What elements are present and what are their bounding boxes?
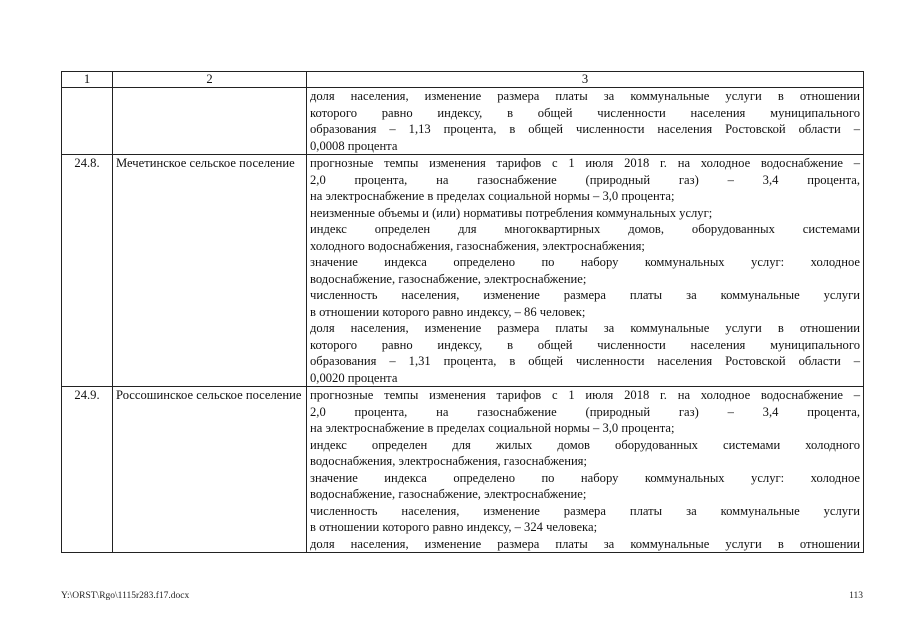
text-line: образования – 1,13 процента, в общей численности населения Ростовской области – bbox=[310, 122, 860, 136]
text-line: водоснабжение, газоснабжение, электроснабжение; bbox=[310, 487, 587, 501]
text-line: в отношении которого равно индексу, – 324 человека; bbox=[310, 520, 598, 534]
text-line: холодного водоснабжения, газоснабжения, электроснабжения; bbox=[310, 238, 645, 253]
text-line: на электроснабжение в пределах социальной нормы – 3,0 процента; bbox=[310, 421, 675, 435]
text-line: на электроснабжение в пределах социальной нормы – 3,0 процента; bbox=[310, 189, 675, 203]
text-line: образования – 1,31 процента, в общей численности населения Ростовской области – bbox=[310, 354, 860, 368]
table-row-continuation bbox=[62, 88, 864, 155]
text-line: индекс определен для жилых домов оборудованных системами холодного bbox=[310, 437, 860, 452]
settlement-name: Мечетинское сельское поселение bbox=[113, 155, 307, 387]
text-line: 2,0 процента, на газоснабжение (природный газ) – 3,4 процента, bbox=[310, 404, 860, 419]
text-line: значение индекса определено по набору коммунальных услуг: холодное bbox=[310, 255, 860, 269]
text-line: которого равно индексу, в общей численности населения муниципального bbox=[310, 105, 860, 120]
text-line: значение индекса определено по набору коммунальных услуг: холодное bbox=[310, 470, 860, 485]
page-number: 113 bbox=[849, 591, 863, 601]
file-path: Y:\ORST\Rgo\1115r283.f17.docx bbox=[61, 591, 190, 601]
tariff-table bbox=[61, 71, 864, 553]
text-line: 2,0 процента, на газоснабжение (природный газ) – 3,4 процента, bbox=[310, 172, 860, 187]
settlement-name bbox=[113, 88, 307, 155]
text-line: индекс определен для многоквартирных домов, оборудованных системами bbox=[310, 222, 860, 236]
settlement-name: Россошинское сельское поселение bbox=[113, 387, 307, 553]
table-header-row bbox=[62, 72, 864, 88]
row-number: 24.9. bbox=[62, 387, 113, 553]
table-row bbox=[62, 387, 864, 553]
text-line: доля населения, изменение размера платы за коммунальные услуги в отношении bbox=[310, 536, 860, 551]
text-line: численность населения, изменение размера платы за коммунальные услуги bbox=[310, 288, 860, 302]
text-line: прогнозные темпы изменения тарифов с 1 июля 2018 г. на холодное водоснабжение – bbox=[310, 388, 860, 402]
text-line: прогнозные темпы изменения тарифов с 1 июля 2018 г. на холодное водоснабжение – bbox=[310, 156, 860, 170]
row-number: 24.8. bbox=[62, 155, 113, 387]
header-col-2: 2 bbox=[113, 72, 307, 88]
header-col-1: 1 bbox=[62, 72, 113, 88]
text-line: 0,0008 процента bbox=[310, 138, 398, 153]
text-line: водоснабжение, газоснабжение, электроснабжение; bbox=[310, 271, 587, 286]
text-line: 0,0020 процента bbox=[310, 370, 398, 385]
text-line: доля населения, изменение размера платы за коммунальные услуги в отношении bbox=[310, 89, 860, 103]
header-col-3: 3 bbox=[307, 72, 864, 88]
text-line: численность населения, изменение размера платы за коммунальные услуги bbox=[310, 503, 860, 518]
row-description bbox=[307, 155, 864, 387]
row-description bbox=[307, 88, 864, 155]
table-row bbox=[62, 155, 864, 387]
text-line: неизменные объемы и (или) нормативы потребления коммунальных услуг; bbox=[310, 205, 713, 220]
text-line: доля населения, изменение размера платы за коммунальные услуги в отношении bbox=[310, 321, 860, 335]
text-line: в отношении которого равно индексу, – 86 человек; bbox=[310, 304, 586, 319]
row-number bbox=[62, 88, 113, 155]
row-description bbox=[307, 387, 864, 553]
text-line: водоснабжения, электроснабжения, газоснабжения; bbox=[310, 454, 587, 468]
text-line: которого равно индексу, в общей численности населения муниципального bbox=[310, 337, 860, 352]
